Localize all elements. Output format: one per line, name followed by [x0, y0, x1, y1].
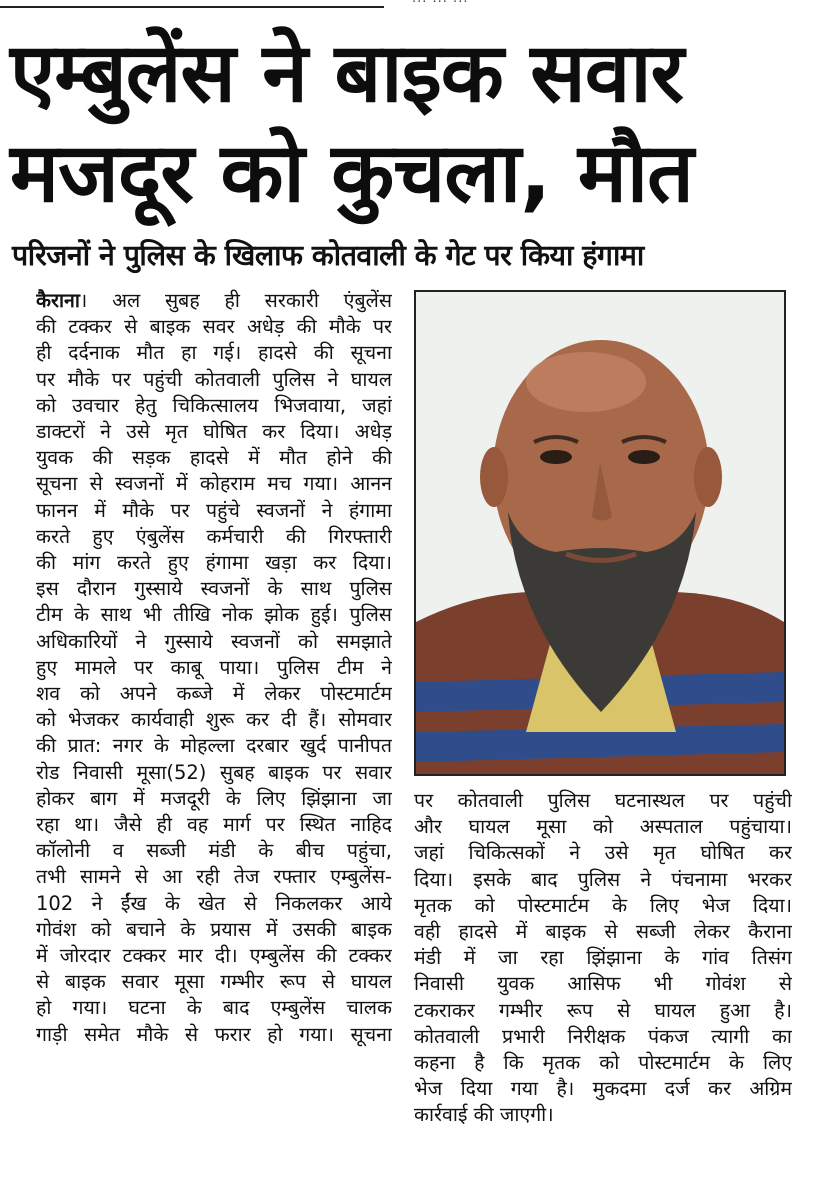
article-line: होकर बाग में मजदूरी के लिए झिंझाना जा	[36, 786, 392, 810]
article-right-column	[414, 788, 792, 1129]
portrait-photo-icon	[416, 292, 784, 774]
article-line: की प्रात: नगर के मोहल्ला दरबार खुर्द पानीपत	[36, 734, 392, 758]
previous-article-snippet	[412, 0, 468, 6]
article-line: की टक्कर से बाइक सवर अधेड़ की मौके पर	[36, 315, 392, 339]
article-line: रहा था। जैसे ही वह मार्ग पर स्थित नाहिद	[36, 813, 392, 837]
article-line: फानन में मौके पर पहुंचे स्वजनों ने हंगामा	[36, 498, 392, 522]
portrait-photo	[414, 290, 786, 776]
article-line: में जोरदार टक्कर मार दी। एम्बुलेंस की टक्कर	[36, 944, 392, 968]
article-left-column	[36, 288, 392, 1048]
headline-line-2: मजदूर को कुचला, मौत	[10, 126, 693, 221]
article-line: डाक्टरों ने उसे मृत घोषित कर दिया। अधेड़	[36, 420, 392, 444]
article-line: को भेजकर कार्यवाही शुरू कर दी हैं। सोमवार	[36, 708, 392, 732]
article-line: गोवंश को बचाने के प्रयास में उसकी बाइक	[36, 917, 392, 941]
article-line: युवक की सड़क हादसे में मौत होने की	[36, 446, 392, 470]
article-line: दिया। इसके बाद पुलिस ने पंचनामा भरकर	[414, 867, 792, 891]
article-line: जहां चिकित्सकों ने उसे मृत घोषित कर	[414, 841, 792, 865]
article-line: शव को अपने कब्जे में लेकर पोस्टमार्टम	[36, 682, 392, 706]
article-line: रोड निवासी मूसा(52) सुबह बाइक पर सवार	[36, 760, 392, 784]
article-line: कार्रवाई की जाएगी।	[414, 1103, 554, 1127]
article-line: इस दौरान गुस्साये स्वजनों के साथ पुलिस	[36, 577, 392, 601]
article-line: कहना है कि मृतक को पोस्टमार्टम के लिए	[414, 1051, 792, 1075]
article-line: से बाइक सवार मूसा गम्भीर रूप से घायल	[36, 970, 392, 994]
article-line: की मांग करते हुए हंगामा खड़ा कर दिया।	[36, 551, 392, 575]
article-line: वही हादसे में बाइक से सब्जी लेकर कैराना	[414, 920, 792, 944]
article-line: और घायल मूसा को अस्पताल पहुंचाया।	[414, 815, 792, 839]
article-line: पर मौके पर पहुंची कोतवाली पुलिस ने घायल	[36, 367, 392, 391]
dateline: कैराना	[36, 289, 80, 312]
article-line: निवासी युवक आसिफ भी गोवंश से	[414, 972, 792, 996]
article-line: को उवचार हेतु चिकित्सालय भिजवाया, जहां	[36, 393, 392, 417]
article-line: मंडी में जा रहा झिंझाना के गांव तिसंग	[414, 946, 792, 970]
article-line: गाड़ी समेत मौके से फरार हो गया। सूचना	[36, 1022, 392, 1046]
article-line: हो गया। घटना के बाद एम्बुलेंस चालक	[36, 996, 392, 1020]
article-line: तभी सामने से आ रही तेज रफ्तार एम्बुलेंस-	[36, 865, 392, 889]
top-border-rule	[0, 0, 384, 8]
article-line: करते हुए एंबुलेंस कर्मचारी की गिरफ्तारी	[36, 524, 392, 548]
article-line: ही दर्दनाक मौत हा गई। हादसे की सूचना	[36, 341, 392, 365]
article-line: अधिकारियों ने गुस्साये स्वजनों को समझाते	[36, 629, 392, 653]
article-line: कोतवाली प्रभारी निरीक्षक पंकज त्यागी का	[414, 1024, 792, 1048]
article-line: मृतक को पोस्टमार्टम के लिए भेज दिया।	[414, 893, 792, 917]
article-line: टकराकर गम्भीर रूप से घायल हुआ है।	[414, 998, 792, 1022]
article-line: टीम के साथ भी तीखि नोक झोक हुई। पुलिस	[36, 603, 392, 627]
article-line: पर कोतवाली पुलिस घटनास्थल पर पहुंची	[414, 789, 792, 812]
article-line: हुए मामले पर काबू पाया। पुलिस टीम ने	[36, 655, 392, 679]
article-line: सूचना से स्वजनों में कोहराम मच गया। आनन	[36, 472, 392, 496]
article-line: भेज दिया गया है। मुकदमा दर्ज कर अग्रिम	[414, 1077, 792, 1101]
article-line	[36, 288, 392, 314]
headline	[10, 24, 810, 224]
article-line-text: । अल सुबह ही सरकारी एंबुलेंस	[79, 289, 392, 312]
article-line: 102 ने ईंख के खेत से निकलकर आये	[36, 891, 392, 915]
article-line: कॉलोनी व सब्जी मंडी के बीच पहुंचा,	[36, 839, 392, 863]
subheadline: परिजनों ने पुलिस के खिलाफ कोतवाली के गेट पर किया हंगामा	[12, 239, 644, 272]
headline-line-1: एम्बुलेंस ने बाइक सवार	[10, 26, 684, 121]
